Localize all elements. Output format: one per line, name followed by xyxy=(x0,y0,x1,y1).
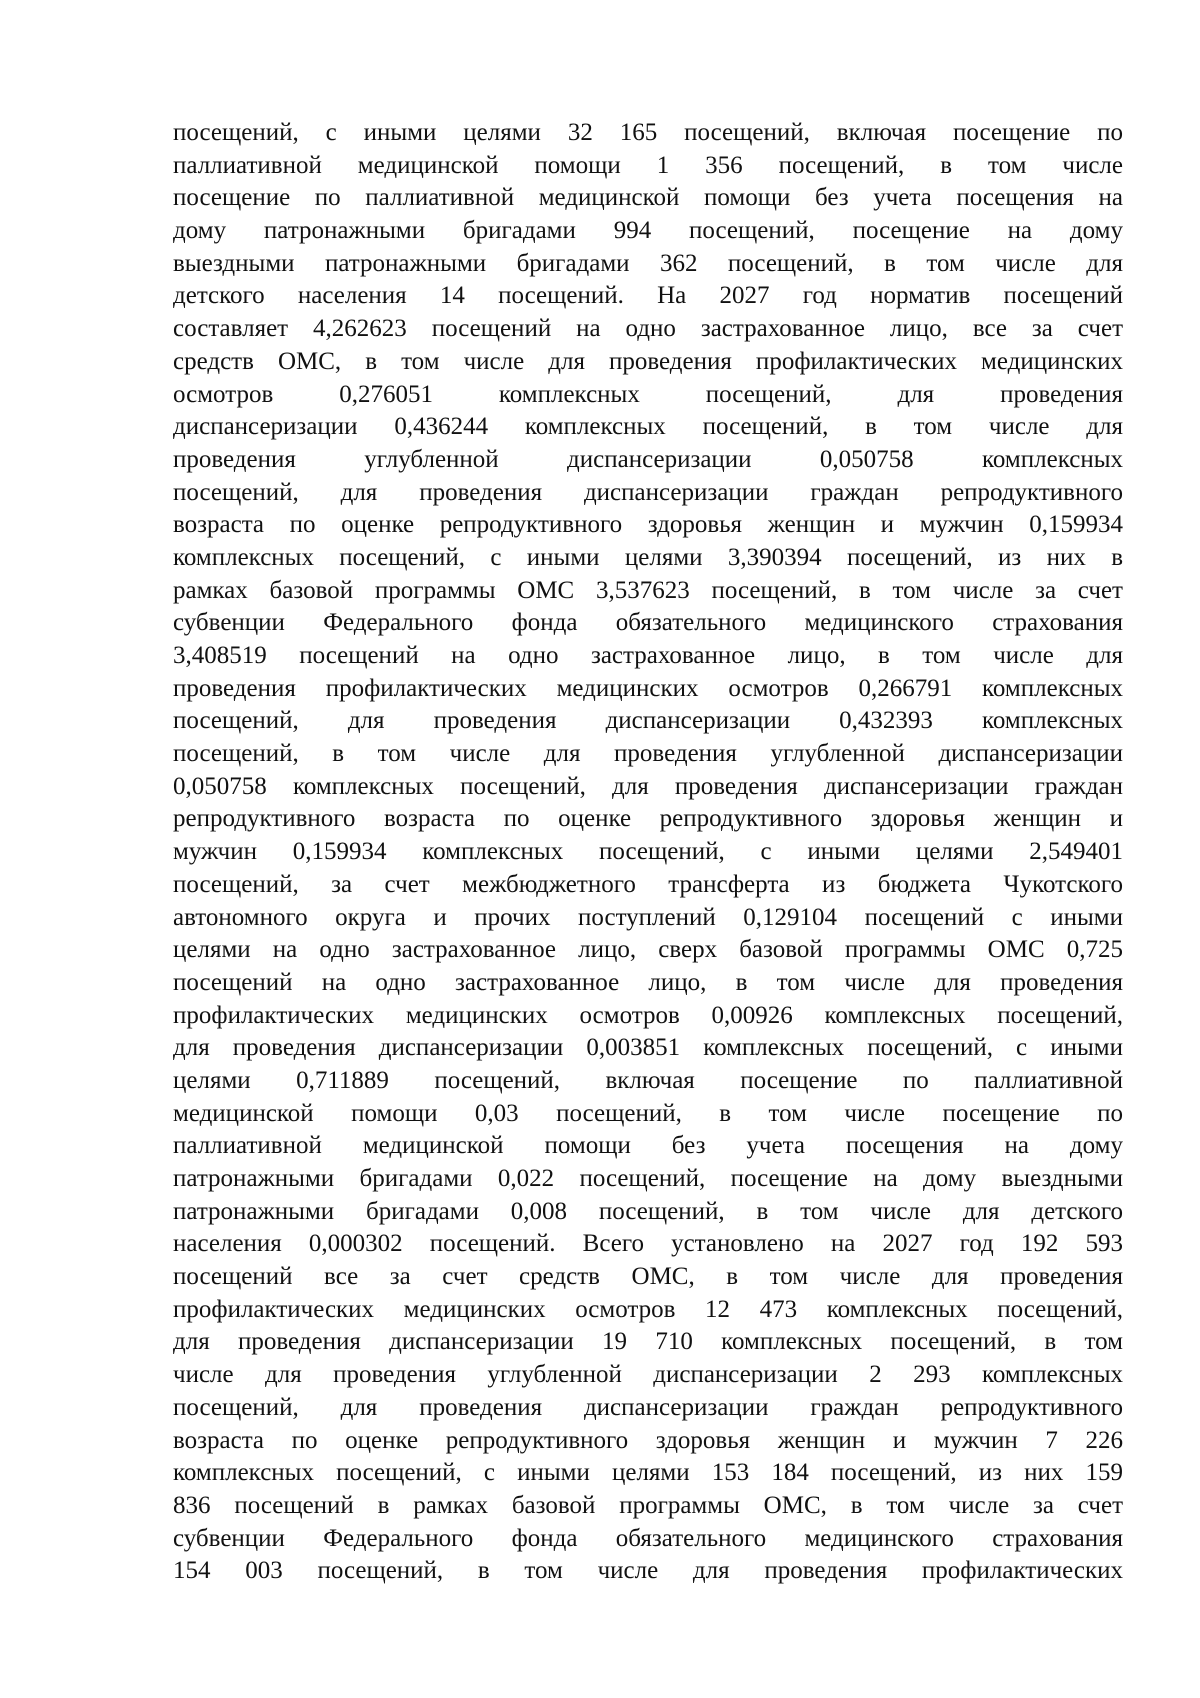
text-line: осмотров 0,276051 комплексных посещений, для проведения xyxy=(173,380,1123,408)
text-line: комплексных посещений, с иными целями 153 184 посещений, из них 159 xyxy=(173,1459,1123,1487)
text-line: посещений, с иными целями 32 165 посещений, включая посещение по xyxy=(173,119,1123,146)
text-line: субвенции Федерального фонда обязательного медицинского страхования xyxy=(173,609,1123,637)
text-line: средств ОМС, в том числе для проведения профилактических медицинских xyxy=(173,347,1123,375)
text-line: возраста по оценке репродуктивного здоровья женщин и мужчин 0,159934 xyxy=(173,511,1123,539)
text-line: для проведения диспансеризации 19 710 комплексных посещений, в том xyxy=(173,1328,1123,1356)
text-line: 3,408519 посещений на одно застрахованное лицо, в том числе для xyxy=(173,642,1123,669)
text-line: выездными патронажными бригадами 362 посещений, в том числе для xyxy=(173,249,1123,277)
text-line: целями 0,711889 посещений, включая посещение по паллиативной xyxy=(173,1066,1123,1094)
text-line: посещение по паллиативной медицинской помощи без учета посещения на xyxy=(173,184,1123,212)
text-line: патронажными бригадами 0,008 посещений, в том числе для детского xyxy=(173,1197,1123,1225)
text-line: для проведения диспансеризации 0,003851 комплексных посещений, с иными xyxy=(173,1034,1123,1062)
text-line: посещений, для проведения диспансеризации 0,432393 комплексных xyxy=(173,707,1123,735)
text-line: составляет 4,262623 посещений на одно застрахованное лицо, все за счет xyxy=(173,315,1123,343)
text-line: 154 003 посещений, в том числе для проведения профилактических xyxy=(173,1557,1123,1585)
text-line: целями на одно застрахованное лицо, сверх базовой программы ОМС 0,725 xyxy=(173,936,1123,964)
text-line: числе для проведения углубленной диспансеризации 2 293 комплексных xyxy=(173,1361,1123,1389)
text-line: рамках базовой программы ОМС 3,537623 посещений, в том числе за счет xyxy=(173,576,1123,604)
text-line: проведения профилактических медицинских осмотров 0,266791 комплексных xyxy=(173,674,1123,702)
text-line: медицинской помощи 0,03 посещений, в том числе посещение по xyxy=(173,1099,1123,1127)
text-line: посещений, для проведения диспансеризации граждан репродуктивного xyxy=(173,1393,1123,1421)
text-line: 0,050758 комплексных посещений, для проведения диспансеризации граждан xyxy=(173,772,1123,800)
text-line: посещений, за счет межбюджетного трансферта из бюджета Чукотского xyxy=(173,870,1123,898)
text-line: посещений, для проведения диспансеризации граждан репродуктивного xyxy=(173,478,1123,506)
body-text xyxy=(173,117,1123,1588)
text-line: паллиативной медицинской помощи без учета посещения на дому xyxy=(173,1132,1123,1160)
text-line: возраста по оценке репродуктивного здоровья женщин и мужчин 7 226 xyxy=(173,1426,1123,1454)
text-line: профилактических медицинских осмотров 0,00926 комплексных посещений, xyxy=(173,1001,1123,1029)
text-line: репродуктивного возраста по оценке репродуктивного здоровья женщин и xyxy=(173,805,1123,833)
text-line: посещений, в том числе для проведения углубленной диспансеризации xyxy=(173,740,1123,768)
text-line: комплексных посещений, с иными целями 3,390394 посещений, из них в xyxy=(173,543,1123,571)
text-line: патронажными бригадами 0,022 посещений, посещение на дому выездными xyxy=(173,1165,1123,1192)
text-line: мужчин 0,159934 комплексных посещений, с иными целями 2,549401 xyxy=(173,838,1123,866)
text-line: посещений на одно застрахованное лицо, в том числе для проведения xyxy=(173,968,1123,996)
text-line: субвенции Федерального фонда обязательного медицинского страхования xyxy=(173,1524,1123,1552)
text-line: 836 посещений в рамках базовой программы ОМС, в том числе за счет xyxy=(173,1491,1123,1519)
text-line: профилактических медицинских осмотров 12 473 комплексных посещений, xyxy=(173,1295,1123,1323)
text-line: населения 0,000302 посещений. Всего установлено на 2027 год 192 593 xyxy=(173,1230,1123,1258)
text-line: автономного округа и прочих поступлений 0,129104 посещений с иными xyxy=(173,903,1123,931)
text-line: проведения углубленной диспансеризации 0,050758 комплексных xyxy=(173,445,1123,473)
text-line: детского населения 14 посещений. На 2027 год норматив посещений xyxy=(173,282,1123,310)
text-line: посещений все за счет средств ОМС, в том числе для проведения xyxy=(173,1263,1123,1291)
text-line: паллиативной медицинской помощи 1 356 посещений, в том числе xyxy=(173,151,1123,179)
text-line: диспансеризации 0,436244 комплексных посещений, в том числе для xyxy=(173,413,1123,441)
text-line: дому патронажными бригадами 994 посещений, посещение на дому xyxy=(173,217,1123,245)
